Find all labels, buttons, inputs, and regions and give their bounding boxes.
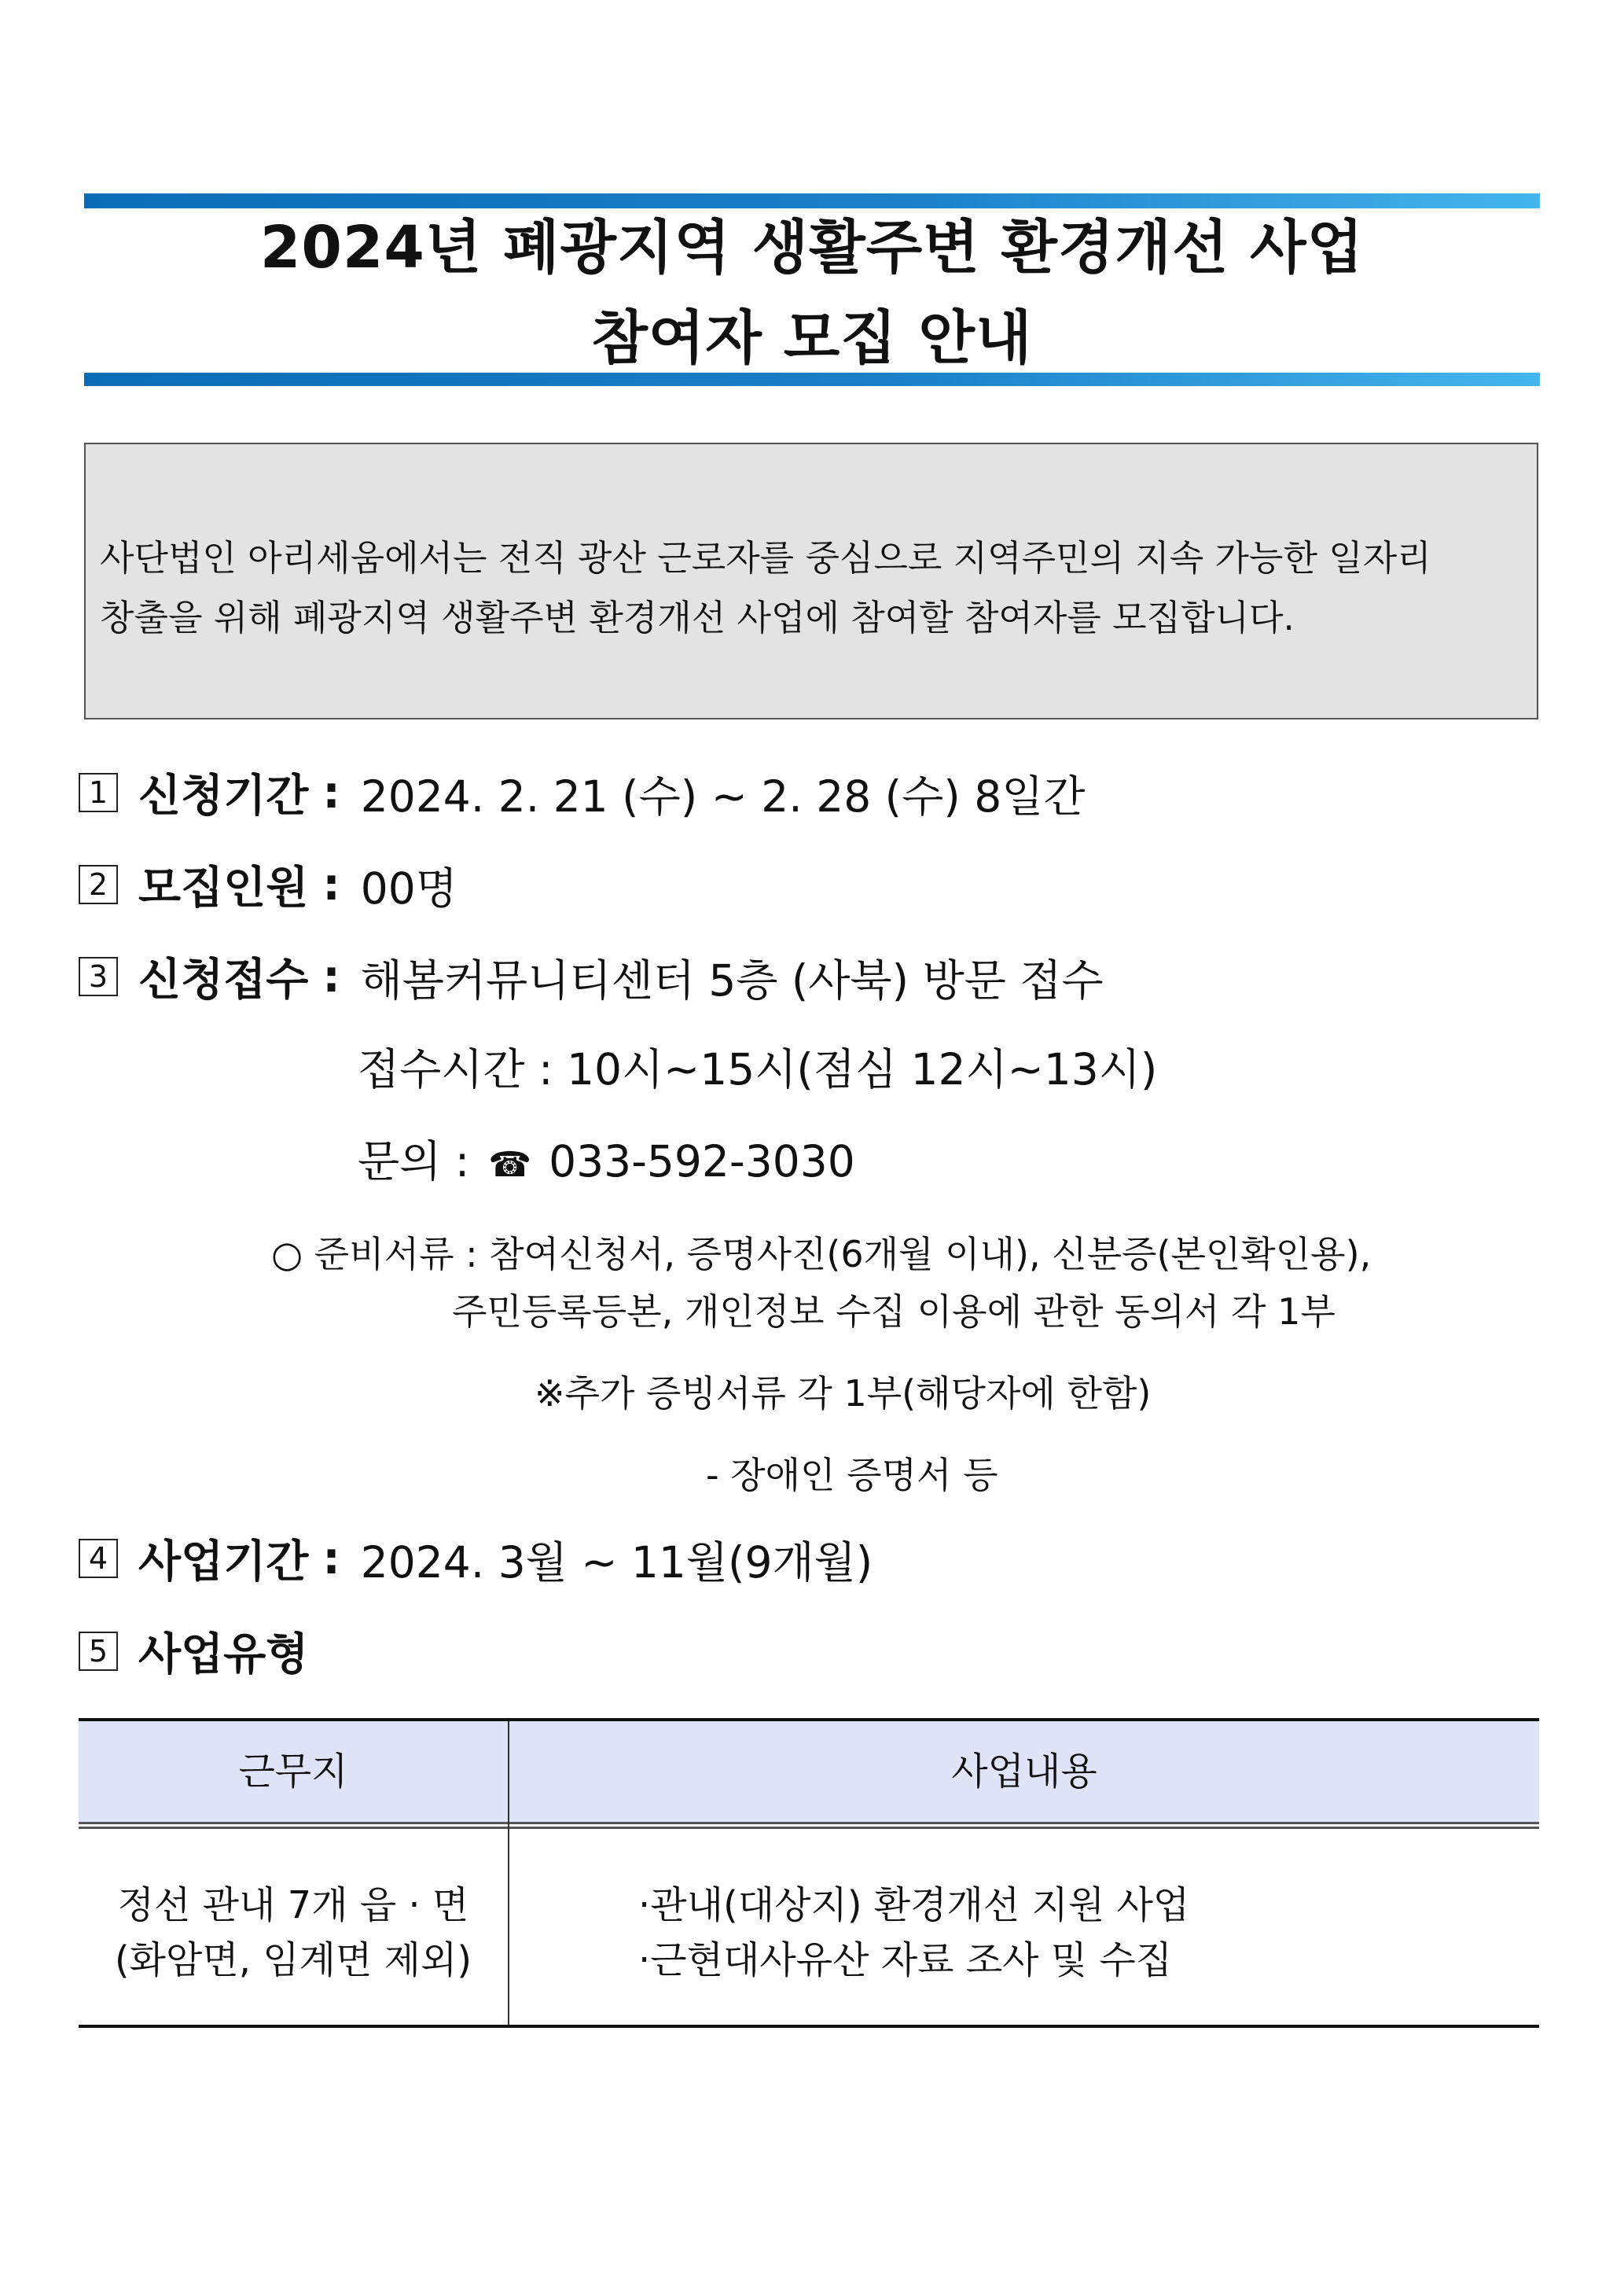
section-number-box: 5 xyxy=(79,1632,118,1671)
documents-note: ※추가 증빙서류 각 1부(해당자에 한함) xyxy=(535,1372,1152,1415)
section-value: 해봄커뮤니티센터 5층 (사북) 방문 접수 xyxy=(360,955,1104,1006)
table-header-divider xyxy=(79,1827,1539,1829)
section-number-box: 2 xyxy=(79,865,118,904)
section-label: 신청접수 xyxy=(138,955,309,1006)
intro-text-line-1: 사단법인 아리세움에서는 전직 광산 근로자를 중심으로 지역주민의 지속 가능한 일자리 xyxy=(100,537,1431,579)
table-header-content: 사업내용 xyxy=(951,1750,1097,1794)
documents-line-1: ○ 준비서류 : 참여신청서, 증명사진(6개월 이내), 신분증(본인확인용), xyxy=(271,1233,1372,1275)
section-label: 사업기간 xyxy=(138,1536,309,1588)
title-top-bar xyxy=(84,193,1540,208)
section-label: 신청기간 xyxy=(138,771,309,822)
section-value: 2024. 2. 21 (수) ~ 2. 28 (수) 8일간 xyxy=(360,771,1086,822)
section-value: 2024. 3월 ~ 11월(9개월) xyxy=(360,1536,873,1588)
section-colon: : xyxy=(322,1533,340,1584)
section-application-reception xyxy=(79,945,1104,1008)
table-cell-location-line-1: 정선 관내 7개 읍 · 면 xyxy=(117,1883,469,1927)
page-title-line-2: 참여자 모집 안내 xyxy=(591,304,1033,372)
table-header-location: 근무지 xyxy=(238,1750,348,1794)
reception-hours: 접수시간 : 10시~15시(점심 12시~13시) xyxy=(358,1044,1158,1095)
section-value: 00명 xyxy=(360,863,457,914)
intro-box xyxy=(84,443,1538,719)
section-number-box: 1 xyxy=(79,773,118,812)
phone-number[interactable]: 033-592-3030 xyxy=(549,1136,855,1187)
table-header-divider xyxy=(79,1822,1539,1824)
section-number-box: 3 xyxy=(79,957,118,996)
table-cell-content-line-1: ·관내(대상지) 환경개선 지원 사업 xyxy=(638,1883,1190,1927)
section-colon: : xyxy=(322,951,340,1003)
intro-text-line-2: 창출을 위해 폐광지역 생활주변 환경개선 사업에 참여할 참여자를 모집합니다. xyxy=(100,597,1295,638)
table-bottom-border xyxy=(79,2025,1539,2028)
phone-icon: ☎ xyxy=(488,1145,532,1185)
section-project-period xyxy=(79,1527,873,1590)
section-colon: : xyxy=(322,859,340,911)
section-number-box: 4 xyxy=(79,1539,118,1578)
documents-note-item: - 장애인 증명서 등 xyxy=(706,1454,998,1496)
section-application-period xyxy=(79,761,1085,824)
table-cell-location-line-2: (화암면, 임계면 제외) xyxy=(114,1938,472,1982)
inquiry-label: 문의 : xyxy=(358,1136,470,1187)
section-project-type xyxy=(79,1620,308,1683)
section-label: 사업유형 xyxy=(138,1629,309,1680)
title-bottom-bar xyxy=(84,373,1540,386)
section-recruitment-count xyxy=(79,853,457,916)
page-title-line-1: 2024년 폐광지역 생활주변 환경개선 사업 xyxy=(259,214,1365,281)
section-colon: : xyxy=(322,767,340,819)
section-label: 모집인원 xyxy=(138,863,309,914)
documents-line-2: 주민등록등본, 개인정보 수집 이용에 관한 동의서 각 1부 xyxy=(452,1290,1336,1333)
inquiry-line xyxy=(358,1130,855,1197)
table-cell-content-line-2: ·근현대사유산 자료 조사 및 수집 xyxy=(638,1938,1173,1982)
table-column-divider xyxy=(508,1721,509,2026)
